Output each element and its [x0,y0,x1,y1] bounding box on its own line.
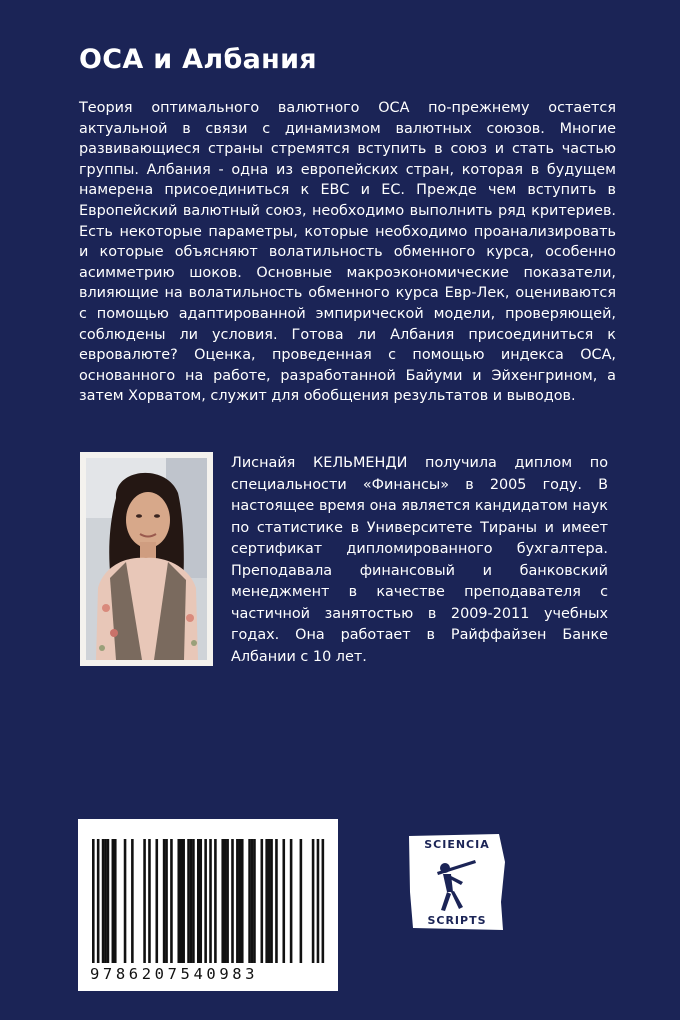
isbn-barcode [78,819,338,991]
logo-text-top: SCIENCIA [424,838,490,851]
barcode-bar [236,839,239,963]
barcode-bar [102,839,105,963]
barcode-bar [282,839,285,963]
barcode-bar [209,839,212,963]
book-abstract: Теория оптимального валютного ОСА по-прежнему остается актуальной в связи с динамизмом валютных союзов. Многие развивающиеся страны стремятся вступить в союз и стать частью группы. Албания - одна из европейских стран, которая в будущем намерена присоединиться к ЕВС и ЕС. Прежде чем вступить в Европейский валютный союз, необходимо выполнить ряд критериев. Есть некоторые параметры, которые необходимо проанализировать и которые объясняют волатильность обменного курса, особенно асимметрию шоков. Основные макроэкономические показатели, влияющие на волатильность обменного курса Евр-Лек, оцениваются с помощью адаптированной эмпирической модели, проверяющей, соблюдены ли условия. Готова ли Албания присоединиться к евровалюте? Оценка, проведенная с помощью индекса ОСА, основанного на работе, разработанной Байуми и Эйхенгрином, а затем Хорватом, служит для обобщения результатов и выводов. [79,100,616,405]
barcode-bar [199,839,202,963]
barcode-bar [239,839,242,963]
barcode-bar [248,839,251,963]
barcode-bar [143,839,146,963]
barcode-bar [197,839,200,963]
barcode-bar [163,839,166,963]
barcode-bar [322,839,325,963]
publisher-logo [407,832,507,932]
barcode-bar [155,839,158,963]
author-bio: Лиснайя КЕЛЬМЕНДИ получила диплом по специальности «Финансы» в 2005 году. В настоящее время она является кандидатом наук по статистике в Университете Тираны и имеет сертификат дипломированного бухгалтера. Преподавала финансовый и банковский менеджмент в качестве преподавателя с частичной занятостью в 2009-2011 учебных годах. Она работает в Райффайзен Банке Албании с 10 лет. [231,455,608,665]
barcode-bar [268,839,271,963]
barcode-bar [317,839,320,963]
barcode-bar [124,839,127,963]
barcode-bar [187,839,190,963]
barcode-bar [104,839,107,963]
barcode-bar [224,839,227,963]
barcode-bar [182,839,185,963]
barcode-bar [148,839,151,963]
barcode-bar [177,839,180,963]
logo-text-bottom: SCRIPTS [427,914,487,927]
barcode-bar [92,839,95,963]
barcode-bar [231,839,234,963]
isbn-number: 9786207540983 [90,965,259,983]
barcode-bar [290,839,293,963]
barcode-bar [190,839,193,963]
barcode-bar [241,839,244,963]
author-portrait-image [86,458,207,660]
barcode-bar [192,839,195,963]
barcode-bar [214,839,217,963]
book-title: ОСА и Албания [79,44,317,75]
barcode-bar [251,839,254,963]
barcode-bar [270,839,273,963]
barcode-bar [170,839,173,963]
barcode-bar [131,839,134,963]
barcode-bar [107,839,110,963]
barcode-bar [114,839,117,963]
barcode-bar [221,839,224,963]
barcode-bar [275,839,278,963]
barcode-bar [165,839,168,963]
barcode-bar [253,839,256,963]
barcode-bar [226,839,229,963]
barcode-bar [97,839,100,963]
barcode-bar [312,839,315,963]
barcode-bar [265,839,268,963]
barcode-bar [180,839,183,963]
barcode-bar [204,839,207,963]
barcode-bar [261,839,264,963]
author-photo [80,452,213,666]
barcode-bar [300,839,303,963]
barcode-bar [112,839,115,963]
